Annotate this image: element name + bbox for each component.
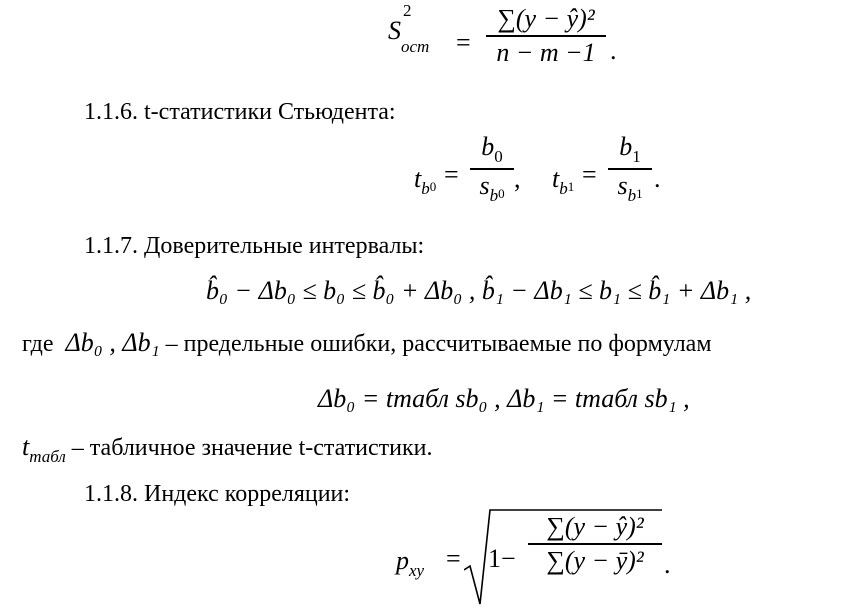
heading-1-1-8: 1.1.8. Индекс корреляции: (84, 481, 351, 507)
correlation-one-minus: 1− (488, 544, 516, 573)
residual-variance-lhs: S 2 $_{ост}$ (388, 1, 430, 56)
where-symbols: Δb₀ , Δb₁ (65, 328, 160, 357)
heading-1-1-6: 1.1.6. t-статистики Стьюдента: (84, 99, 396, 125)
residual-variance-numerator: ∑(y − ŷ)² (497, 4, 595, 33)
residual-variance-denominator: n − m −1 (496, 37, 596, 67)
correlation-lhs: $p_{xy}$ (396, 546, 425, 580)
t-b1-lhs: $t_b1$ (552, 164, 575, 198)
fraction-bar (486, 35, 606, 37)
correlation-numerator: ∑(y − ŷ)² (546, 512, 644, 541)
t-table-text: – табличное значение t-статистики. (71, 435, 433, 461)
t-b0-fraction (470, 134, 514, 204)
t-table-line (22, 434, 433, 465)
t-b0-numerator: $b_0$ (481, 132, 503, 166)
delta-formula: Δb₀ = tтабл sb₀ , Δb₁ = tтабл sb₁ , (318, 384, 690, 413)
t-b1-denominator: $s_b1$ (617, 170, 643, 205)
correlation-period: . (664, 550, 671, 579)
t-b0-denominator: $s_b0$ (479, 170, 505, 205)
t-b0-lhs: $t_b0$ (414, 164, 437, 198)
correlation-equals: = (446, 544, 461, 573)
where-line (22, 330, 712, 356)
residual-variance-fraction (486, 6, 606, 66)
correlation-denominator: ∑(y − ȳ)² (546, 545, 644, 575)
t-separator-comma: , (514, 164, 521, 193)
where-prefix: где (22, 331, 54, 357)
correlation-fraction (528, 514, 662, 574)
t-b0-equals: = (444, 160, 459, 189)
t-formula-period: . (654, 164, 661, 193)
residual-variance-equals: = (456, 28, 471, 57)
where-text: – предельные ошибки, рассчитываемые по формулам (165, 331, 712, 357)
heading-1-1-7: 1.1.7. Доверительные интервалы: (84, 233, 425, 259)
t-table-symbol: $t_{табл}$ (22, 432, 66, 466)
fraction-bar (608, 168, 652, 170)
t-b1-numerator: $b_1$ (619, 132, 641, 166)
fraction-bar (528, 543, 662, 545)
t-b1-fraction (608, 134, 652, 204)
t-b1-equals: = (582, 160, 597, 189)
residual-variance-period: . (610, 36, 617, 65)
fraction-bar (470, 168, 514, 170)
confidence-interval-formula: b̂₀ − Δb₀ ≤ b₀ ≤ b̂₀ + Δb₀ , b̂₁ − Δb₁ ≤ b₁ ≤ b̂₁ + Δb₁ , (206, 276, 752, 305)
